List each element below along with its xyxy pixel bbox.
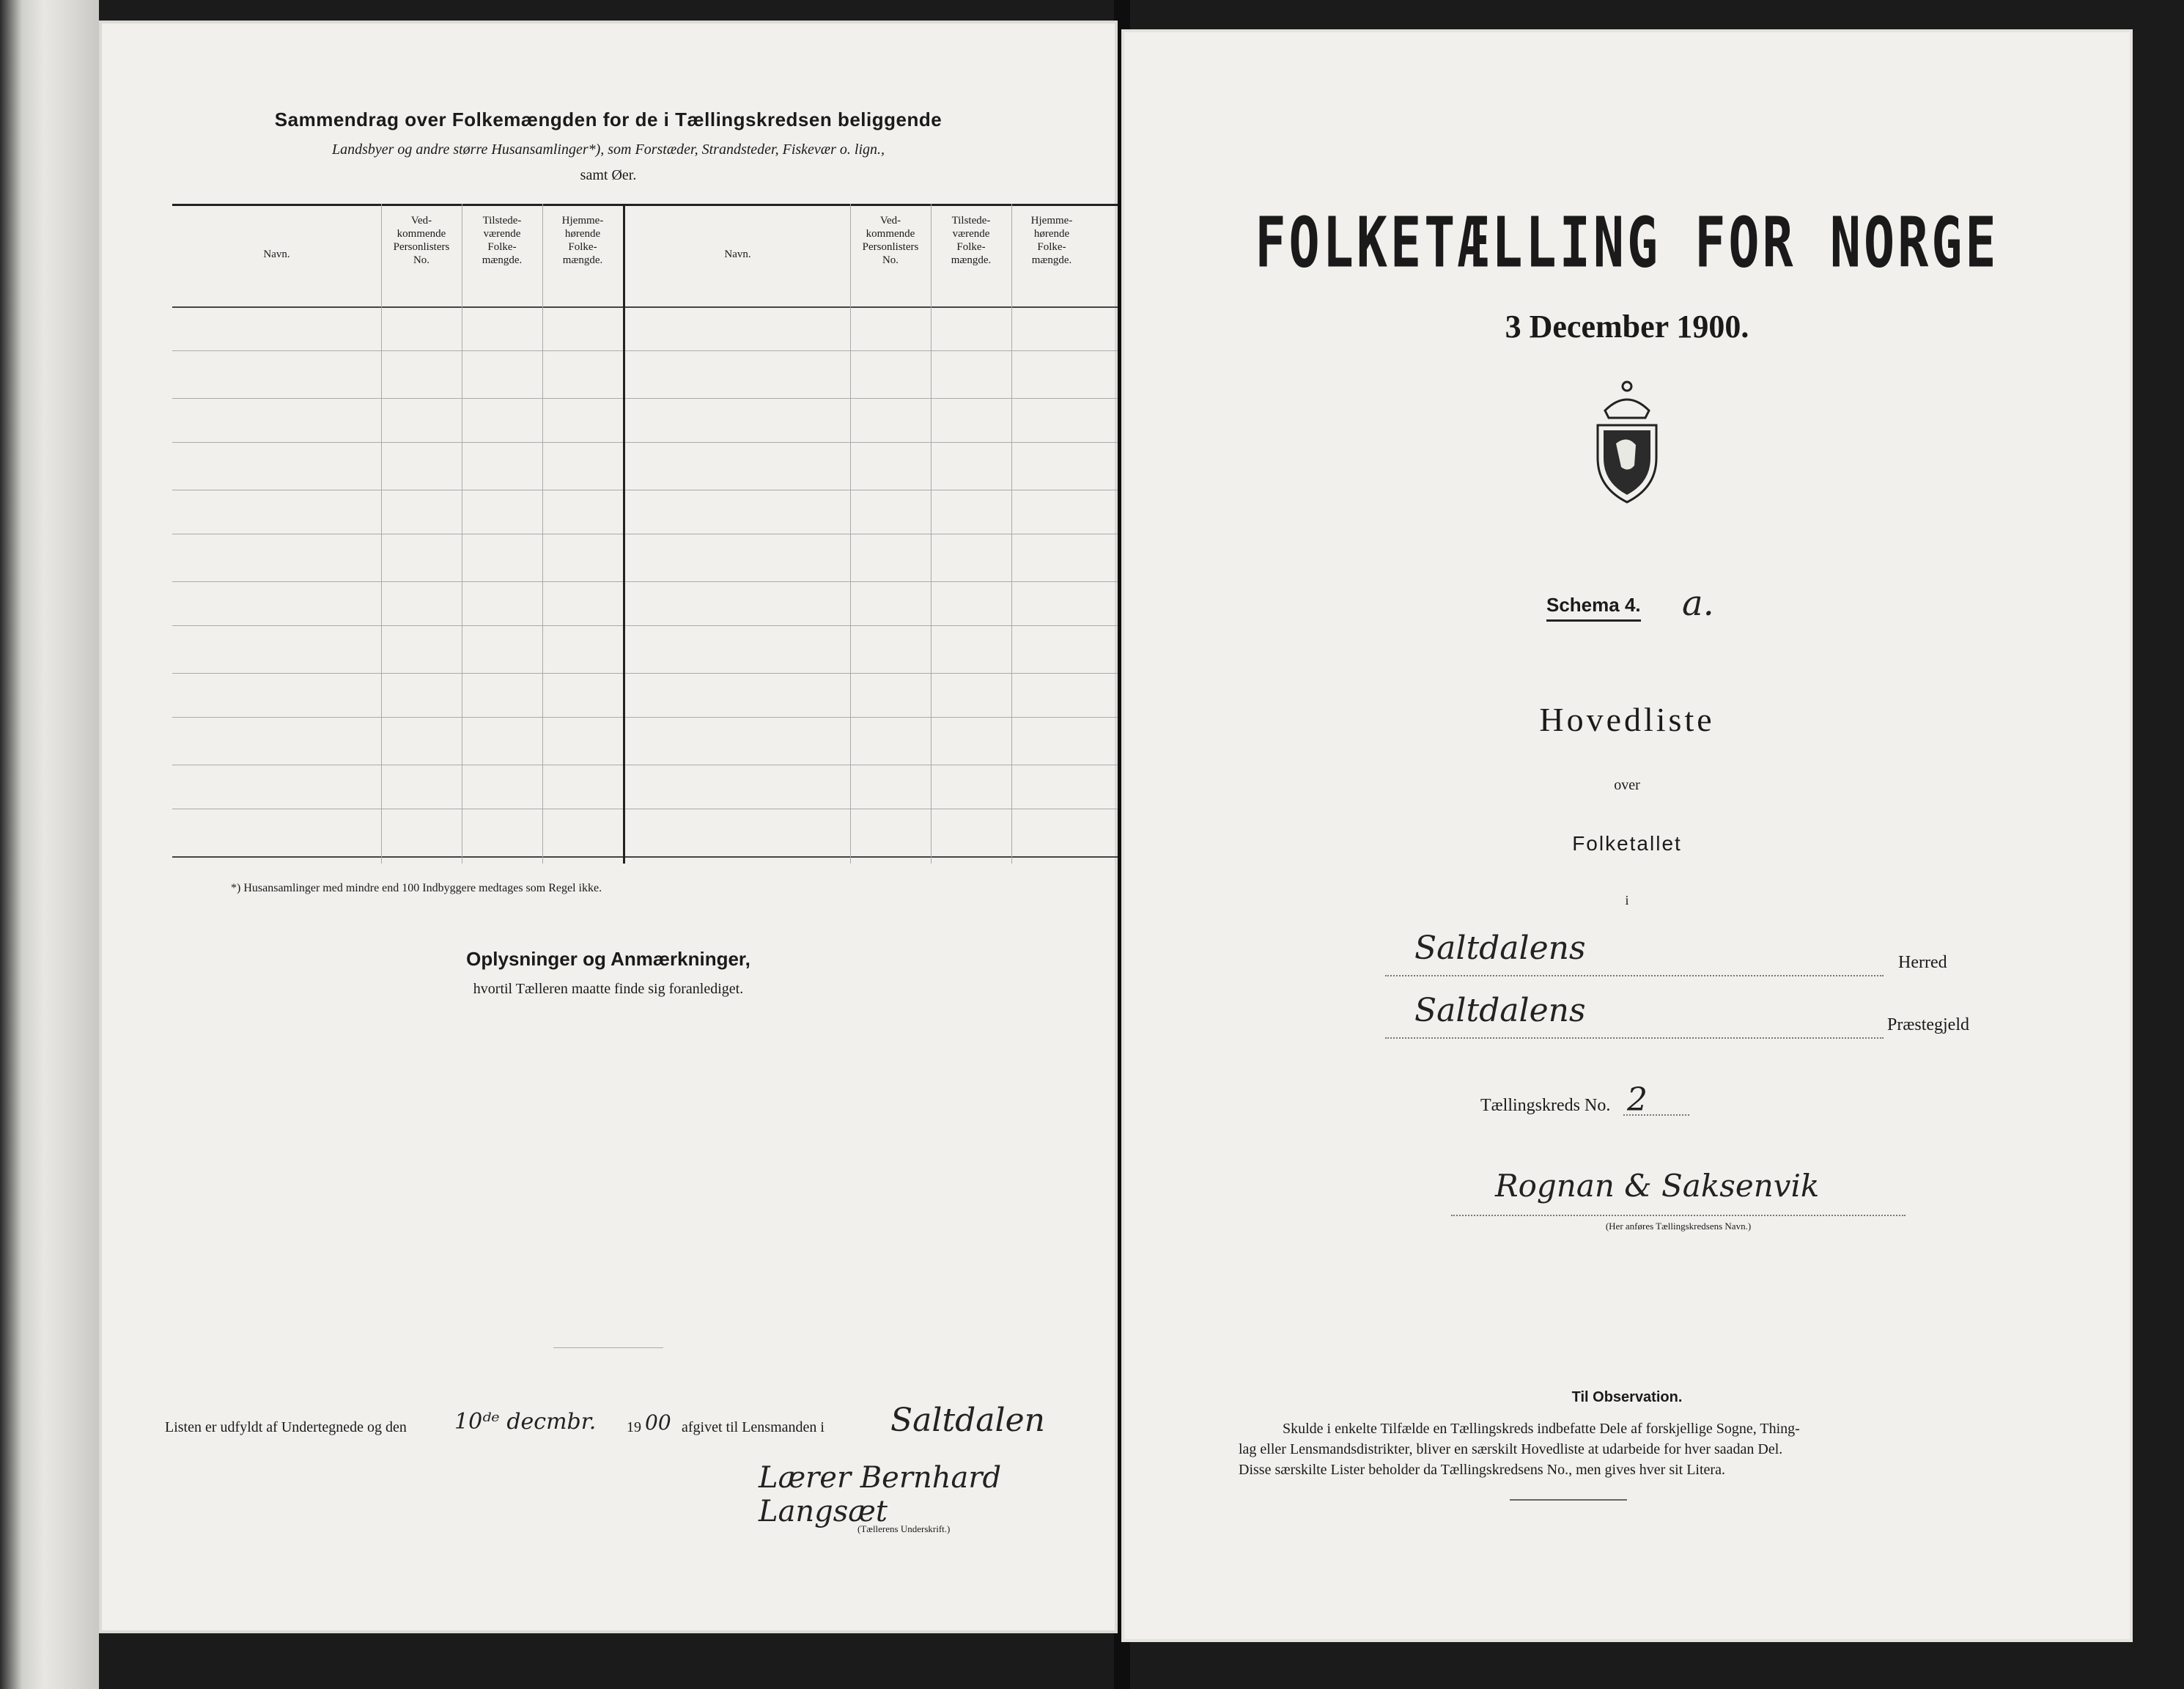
sign-prefix: Listen er udfyldt af Undertegnede og den [165,1419,407,1435]
col-tilstede-1: Tilstede- værende Folke- mængde. [482,215,523,266]
kreds-number: 2 [1627,1081,1648,1119]
kreds-name-field [1451,1168,1906,1216]
sign-place: Saltdalen [890,1402,1045,1439]
sign-date: 10ᵈᵉ decmbr. [454,1409,597,1435]
observation-rule [1510,1499,1627,1501]
herred-field [1385,930,1884,976]
enumerator-signature: Lærer Bernhard Langsæt [759,1461,1002,1528]
observation-title: Til Observation. [1571,1389,1683,1405]
i-text: i [1625,893,1629,908]
col-tilstede-2: Tilstede- værende Folke- mængde. [951,215,992,266]
col-personlister-2: Ved- kommende Personlisters No. [862,215,919,266]
col-hjemme-2: Hjemme- hørende Folke- mængde. [1030,215,1073,266]
sign-year: 00 [645,1410,671,1435]
prestegjeld-field [1385,992,1884,1039]
kreds-number-line [1623,1107,1689,1116]
observation-line-2: lag eller Lensmandsdistrikter, bliver en særskilt Hovedliste at udarbeide for hver saadan Del. [1239,1441,1783,1457]
list-title: Hovedliste [1539,701,1715,738]
schema-label: Schema 4. [1546,594,1641,622]
sign-year-prefix: 19 [627,1419,641,1435]
signature-caption: (Tællerens Underskrift.) [857,1523,951,1534]
prestegjeld-value: Saltdalens [1414,992,1586,1029]
document-title: FOLKETÆLLING FOR NORGE [1255,202,1999,284]
summary-heading: Sammendrag over Folkemængden for de i Tællingskredsen beliggende [274,108,942,130]
observation-line-3: Disse særskilte Lister beholder da Tællingskredsens No., men gives hver sit Litera. [1239,1462,1725,1478]
sign-mid: afgivet til Lensmanden i [682,1419,824,1435]
herred-label: Herred [1898,953,1947,972]
left-page [99,21,1118,1633]
summary-subheading: Landsbyer og andre større Husansamlinger*), som Forstæder, Strandsteder, Fiskevær o. lign., [331,141,885,158]
col-hjemme-1: Hjemme- hørende Folke- mængde. [561,215,604,266]
signature-line [165,1402,1110,1450]
observation-line-1: Skulde i enkelte Tilfælde en Tællingskreds indbefatte Dele af forskjellige Sogne, Thing- [1283,1421,1800,1437]
prestegjeld-label: Præstegjeld [1887,1015,1969,1034]
kreds-caption: (Her anføres Tællingskredsens Navn.) [1605,1221,1752,1232]
summary-subheading-2: samt Øer. [580,167,637,183]
summary-table [172,204,1118,864]
schema-letter: a. [1682,583,1714,624]
census-date: 3 December 1900. [1505,309,1749,345]
remarks-subtitle: hvortil Tælleren maatte finde sig foranlediget. [473,981,744,997]
book-edge-left [0,0,99,1689]
right-page [1121,29,2133,1642]
col-navn-2: Navn. [724,249,751,260]
kreds-label: Tællingskreds No. [1480,1096,1611,1115]
footnote: *) Husansamlinger med mindre end 100 Indbyggere medtages som Regel ikke. [231,882,602,894]
col-personlister-1: Ved- kommende Personlisters No. [393,215,450,266]
kreds-name: Rognan & Saksenvik [1495,1168,1820,1204]
remarks-title: Oplysninger og Anmærkninger, [466,948,750,970]
observation-text [1239,1418,2045,1480]
short-rule [553,1347,663,1348]
over-text: over [1614,777,1640,793]
folketallet-text: Folketallet [1572,832,1682,855]
herred-value: Saltdalens [1414,930,1586,967]
col-navn-1: Navn. [263,249,290,260]
coat-of-arms-icon [1583,378,1671,506]
